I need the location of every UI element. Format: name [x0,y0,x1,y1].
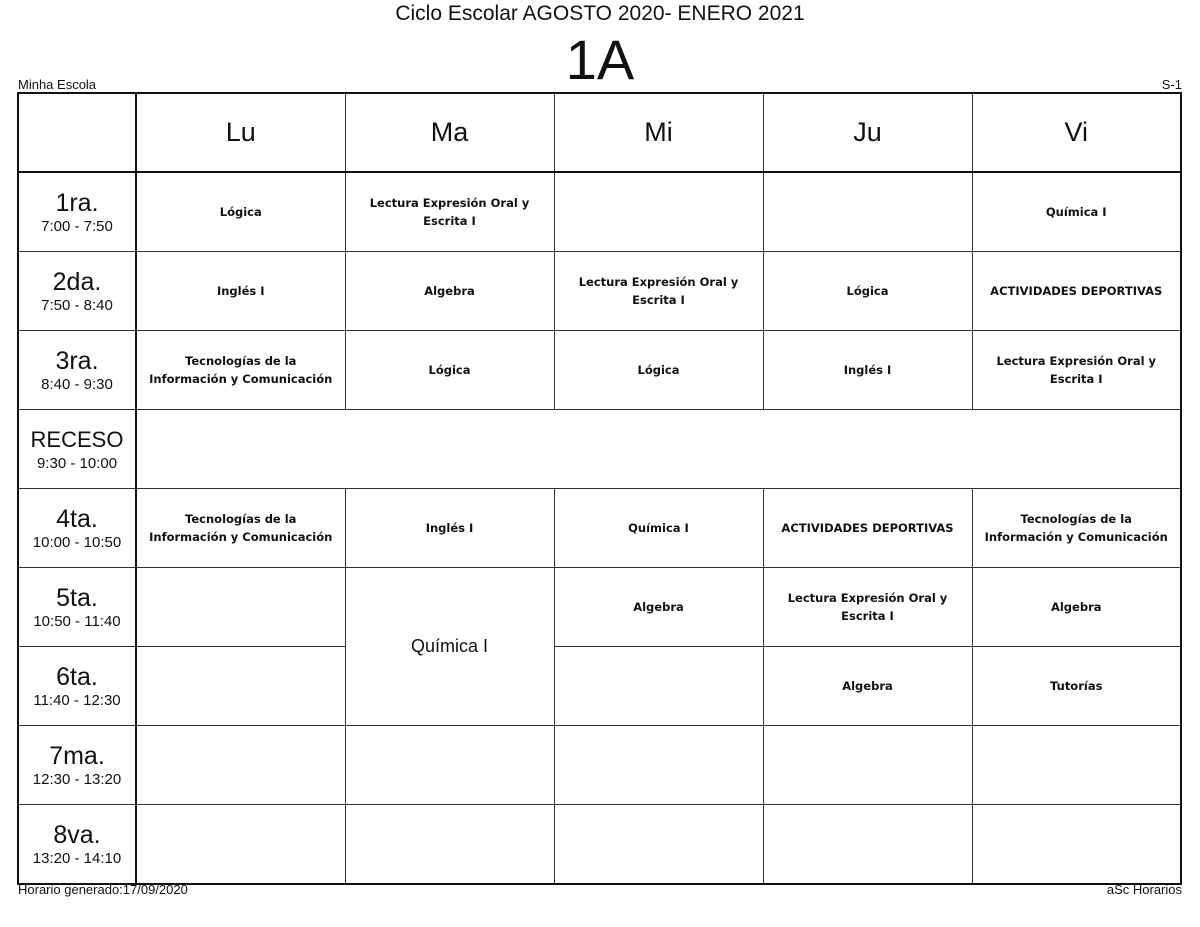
lesson-cell: Lectura Expresión Oral y Escrita I [345,172,554,252]
schedule-code: S-1 [1161,77,1182,92]
day-header-lu: Lu [136,93,345,172]
period-row-4 [18,489,1181,568]
day-header-ma: Ma [345,93,554,172]
period-label [18,410,136,489]
period-time: 9:30 - 10:00 [36,454,118,472]
lesson-cell-double: Química I [345,568,554,726]
lesson-cell: Lógica [136,172,345,252]
lesson-cell: Lógica [345,331,554,410]
period-name: RECESO [30,426,124,452]
lesson-cell: Lectura Expresión Oral y Escrita I [763,568,972,647]
period-row-5 [18,568,1181,647]
lesson-cell: Química I [554,489,763,568]
lesson-cell: Tecnologías de la Información y Comunicación [136,489,345,568]
lesson-cell [972,805,1181,885]
period-label [18,726,136,805]
period-time: 7:50 - 8:40 [41,296,113,314]
day-header-row [18,93,1181,172]
period-row-6 [18,647,1181,726]
day-header-vi: Vi [972,93,1181,172]
lesson-cell: Lógica [554,331,763,410]
period-row-1 [18,172,1181,252]
lesson-cell: Algebra [763,647,972,726]
period-time: 7:00 - 7:50 [41,217,113,235]
group-title: 1A [565,28,635,91]
lesson-cell [763,172,972,252]
lesson-cell: Algebra [345,252,554,331]
period-label [18,568,136,647]
lesson-cell: Tecnologías de la Información y Comunicación [136,331,345,410]
period-time: 11:40 - 12:30 [33,691,121,709]
lesson-cell: Química I [972,172,1181,252]
lesson-cell [554,726,763,805]
period-time: 12:30 - 13:20 [32,770,122,788]
lesson-cell [136,568,345,647]
lesson-cell [972,726,1181,805]
lesson-cell: Lectura Expresión Oral y Escrita I [554,252,763,331]
period-time: 10:00 - 10:50 [32,533,122,551]
lesson-cell: Inglés I [136,252,345,331]
school-name: Minha Escola [18,77,97,92]
period-name: 5ta. [56,583,98,612]
lesson-cell: Tecnologías de la Información y Comunicación [972,489,1181,568]
period-label [18,647,136,726]
period-name: 8va. [53,820,101,849]
timetable [17,92,1182,885]
lesson-cell: Tutorías [972,647,1181,726]
lesson-cell: Lógica [763,252,972,331]
period-time: 8:40 - 9:30 [41,375,113,393]
period-label [18,331,136,410]
lesson-cell [554,172,763,252]
period-label [18,252,136,331]
corner-cell [18,93,136,172]
lesson-cell [763,805,972,885]
period-time: 13:20 - 14:10 [32,849,122,867]
lesson-cell: ACTIVIDADES DEPORTIVAS [972,252,1181,331]
period-name: 6ta. [56,662,98,691]
period-row-8 [18,805,1181,885]
lesson-cell [763,726,972,805]
lesson-cell: Algebra [554,568,763,647]
lesson-cell [136,647,345,726]
lesson-cell: Algebra [972,568,1181,647]
recess-row [18,410,1181,489]
period-name: 1ra. [55,188,99,217]
lesson-cell [554,647,763,726]
lesson-cell [554,805,763,885]
lesson-cell [136,726,345,805]
period-label [18,805,136,885]
lesson-cell: Lectura Expresión Oral y Escrita I [972,331,1181,410]
lesson-cell [136,805,345,885]
period-time: 10:50 - 11:40 [33,612,121,630]
period-name: 7ma. [49,741,105,770]
software-credit: aSc Horarios [1106,882,1182,897]
recess-cell [136,410,1181,489]
lesson-cell: Inglés I [763,331,972,410]
schedule-title: Ciclo Escolar AGOSTO 2020- ENERO 2021 [395,2,805,25]
period-name: 4ta. [56,504,98,533]
period-row-2 [18,252,1181,331]
period-label [18,172,136,252]
lesson-cell [345,726,554,805]
day-header-mi: Mi [554,93,763,172]
lesson-cell: Inglés I [345,489,554,568]
period-name: 3ra. [55,346,99,375]
period-row-3 [18,331,1181,410]
lesson-cell: ACTIVIDADES DEPORTIVAS [763,489,972,568]
day-header-ju: Ju [763,93,972,172]
lesson-cell [345,805,554,885]
period-row-7 [18,726,1181,805]
period-label [18,489,136,568]
generated-date: Horario generado:17/09/2020 [18,882,188,897]
period-name: 2da. [52,267,102,296]
